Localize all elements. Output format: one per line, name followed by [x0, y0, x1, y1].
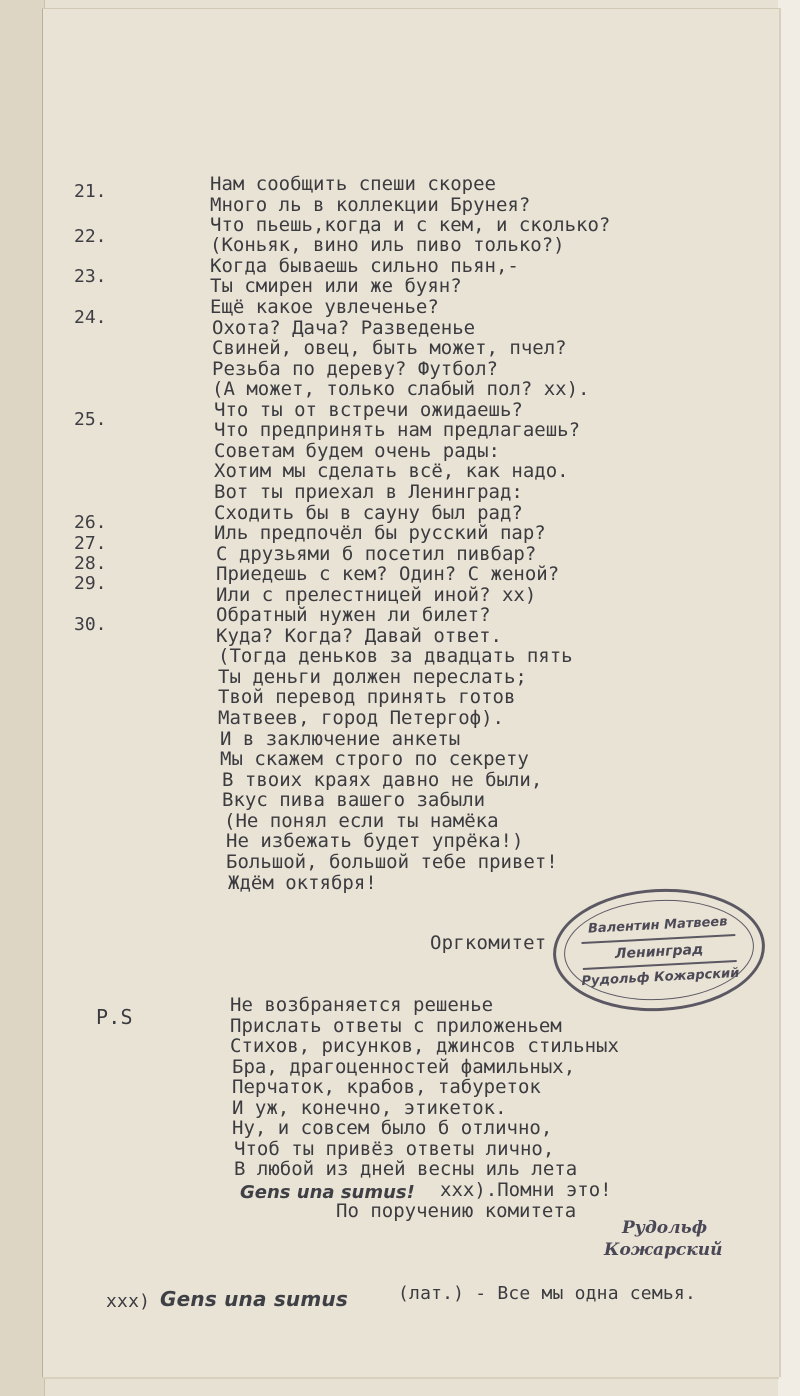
poem-line: Что ты от встречи ожидаешь?: [214, 399, 523, 421]
poem-line: Куда? Когда? Давай ответ.: [216, 625, 502, 647]
poem-line: Матвеев, город Петергоф).: [218, 707, 504, 729]
previous-page-edge: [0, 0, 45, 1396]
ps-line: Бра, драгоценностей фамильных,: [232, 1056, 576, 1078]
right-margin: [778, 0, 800, 1396]
question-number: 28.: [74, 553, 107, 574]
poem-line: Нам сообщить спеши скорее: [210, 173, 496, 195]
question-number: 23.: [74, 266, 107, 287]
latin-motto-handwritten: Gens una sumus!: [240, 1182, 415, 1203]
question-number: 30.: [74, 614, 107, 635]
ps-line-remember: ххх).Помни это!: [440, 1179, 612, 1201]
footnote-translation: (лат.) - Все мы одна семья.: [398, 1283, 696, 1304]
poem-line: Что пьешь,когда и с кем, и сколько?: [210, 214, 611, 236]
ps-line: И уж, конечно, этикеток.: [232, 1097, 507, 1119]
poem-line: Когда бываешь сильно пьян,-: [210, 255, 519, 277]
poem-line: Или с прелестницей иной? хх): [216, 584, 537, 606]
poem-line: Много ль в коллекции Брунея?: [210, 194, 531, 216]
poem-line: Что предпринять нам предлагаешь?: [214, 419, 581, 441]
question-number: 21.: [74, 181, 107, 202]
footnote-mark: ххх): [106, 1291, 151, 1312]
poem-line: (А может, только слабый пол? хх).: [212, 378, 590, 400]
poem-line: Мы скажем строго по секрету: [220, 748, 529, 770]
poem-line: (Коньяк, вино иль пиво только?): [210, 234, 565, 256]
question-number: 26.: [74, 512, 107, 533]
poem-line: Охота? Дача? Разведенье: [212, 317, 476, 339]
poem-line: Большой, большой тебе привет!: [226, 851, 558, 873]
stamp-city: Ленинград: [614, 941, 704, 963]
question-number: 29.: [74, 573, 107, 594]
ps-line: Чтоб ты привёз ответы лично,: [234, 1138, 555, 1160]
committee-label: Оргкомитет: [430, 932, 547, 954]
poem-line: Иль предпочёл бы русский пар?: [214, 522, 546, 544]
question-number: 24.: [74, 307, 107, 328]
poem-line: (Не понял если ты намёка: [224, 810, 499, 832]
stamp-name-top: Валентин Матвеев: [587, 914, 728, 937]
signature-last-name: Кожарский: [604, 1240, 723, 1260]
by-order-line: По поручению комитета: [336, 1200, 577, 1222]
poem-line: В твоих краях давно не были,: [222, 769, 543, 791]
signature-first-name: Рудольф: [622, 1218, 708, 1238]
poem-line: (Тогда деньков за двадцать пять: [218, 645, 573, 667]
ps-line: Перчаток, крабов, табуреток: [232, 1076, 541, 1098]
poem-line: Свиней, овец, быть может, пчел?: [212, 337, 567, 359]
poem-line: Вот ты приехал в Ленинград:: [214, 481, 523, 503]
poem-line: Хотим мы сделать всё, как надо.: [214, 460, 569, 482]
poem-line: Советам будем очень рады:: [214, 440, 500, 462]
ps-line: Стихов, рисунков, джинсов стильных: [230, 1035, 619, 1057]
poem-line: И в заключение анкеты: [220, 728, 461, 750]
poem-line: Ждём октября!: [228, 872, 377, 894]
poem-line: С друзьями б посетил пивбар?: [216, 543, 537, 565]
poem-line: Вкус пива вашего забыли: [222, 789, 486, 811]
poem-line: Приедешь с кем? Один? С женой?: [216, 563, 560, 585]
question-number: 22.: [74, 226, 107, 247]
question-number: 27.: [74, 533, 107, 554]
ps-label: P.S: [96, 1005, 133, 1029]
stamp-name-bottom: Рудольф Кожарский: [581, 965, 740, 990]
ps-line: В любой из дней весны иль лета: [234, 1158, 578, 1180]
ps-line: Прислать ответы с приложеньем: [230, 1015, 562, 1037]
poem-line: Не избежать будет упрёка!): [226, 830, 524, 852]
ps-line: Ну, и совсем было б отлично,: [232, 1117, 553, 1139]
footnote-latin-handwritten: Gens una sumus: [160, 1287, 348, 1311]
poem-line: Твой перевод принять готов: [218, 686, 516, 708]
poem-line: Резьба по дереву? Футбол?: [212, 358, 498, 380]
poem-line: Ты смирен или же буян?: [210, 275, 462, 297]
question-number: 25.: [74, 409, 107, 430]
poem-line: Обратный нужен ли билет?: [216, 604, 491, 626]
poem-line: Ты деньги должен переслать;: [218, 666, 527, 688]
ps-line: Не возбраняется решенье: [230, 994, 494, 1016]
poem-line: Сходить бы в сауну был рад?: [214, 502, 523, 524]
poem-line: Ещё какое увлеченье?: [210, 296, 439, 318]
